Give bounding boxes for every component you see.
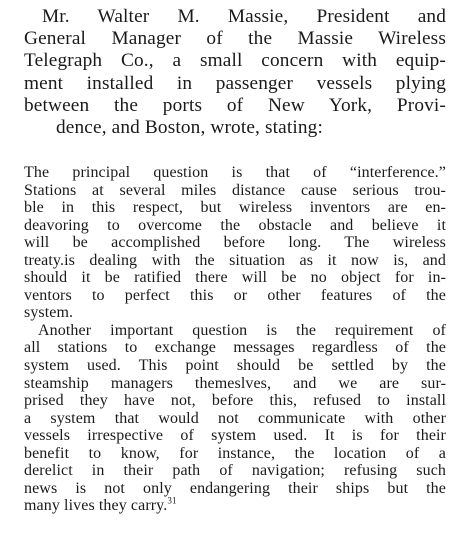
footnote-marker: 31	[167, 496, 177, 507]
quote-line: should it be ratified there will be no object for in-	[24, 269, 446, 287]
quote-line-text: many lives they carry.	[24, 497, 168, 515]
intro-line: between the ports of New York, Provi-	[24, 94, 446, 116]
quote-line: system used. This point should be settled by the	[24, 357, 446, 375]
quote-paragraph-2	[24, 322, 446, 515]
quote-line: Stations at several miles distance cause serious trou-	[24, 181, 446, 199]
quote-last-line	[24, 497, 446, 515]
quote-line: treaty.is dealing with the situation as it now is, and	[24, 251, 446, 269]
quote-line: Another important question is the requirement of	[38, 321, 446, 339]
quote-paragraph-1	[24, 164, 446, 322]
quote-line: news is not only endangering their ships but the	[24, 479, 446, 497]
quote-line: derelict in their path of navigation; refusing such	[24, 462, 446, 480]
quote-line: benefit to know, for instance, the location of a	[24, 444, 446, 462]
intro-line: Telegraph Co., a small concern with equip-	[24, 50, 446, 72]
quote-line: steamship managers themeslves, and we are sur-	[24, 374, 446, 392]
intro-line: Mr. Walter M. Massie, President and	[42, 6, 446, 27]
quote-line: ble in this respect, but wireless inventors are en-	[24, 199, 446, 217]
intro-paragraph	[24, 6, 446, 139]
intro-line: dence, and Boston, wrote, stating:	[56, 117, 323, 139]
quote-line: system.	[24, 304, 74, 322]
intro-line: General Manager of the Massie Wireless	[24, 28, 446, 50]
quote-line: The principal question is that of “interference.”	[24, 164, 446, 181]
quote-line: a system that would not communicate with other	[24, 409, 446, 427]
block-quote	[24, 164, 446, 515]
intro-line: ment installed in passenger vessels plying	[24, 72, 446, 94]
quote-line: prised they have not, before this, refused to install	[24, 392, 446, 410]
quote-line: vessels irrespective of system used. It is for their	[24, 427, 446, 445]
quote-line: will be accomplished before long. The wireless	[24, 234, 446, 252]
quote-line: all stations to exchange messages regardless of the	[24, 339, 446, 357]
quote-line: deavoring to overcome the obstacle and believe it	[24, 216, 446, 234]
quote-line: ventors to perfect this or other features of the	[24, 286, 446, 304]
